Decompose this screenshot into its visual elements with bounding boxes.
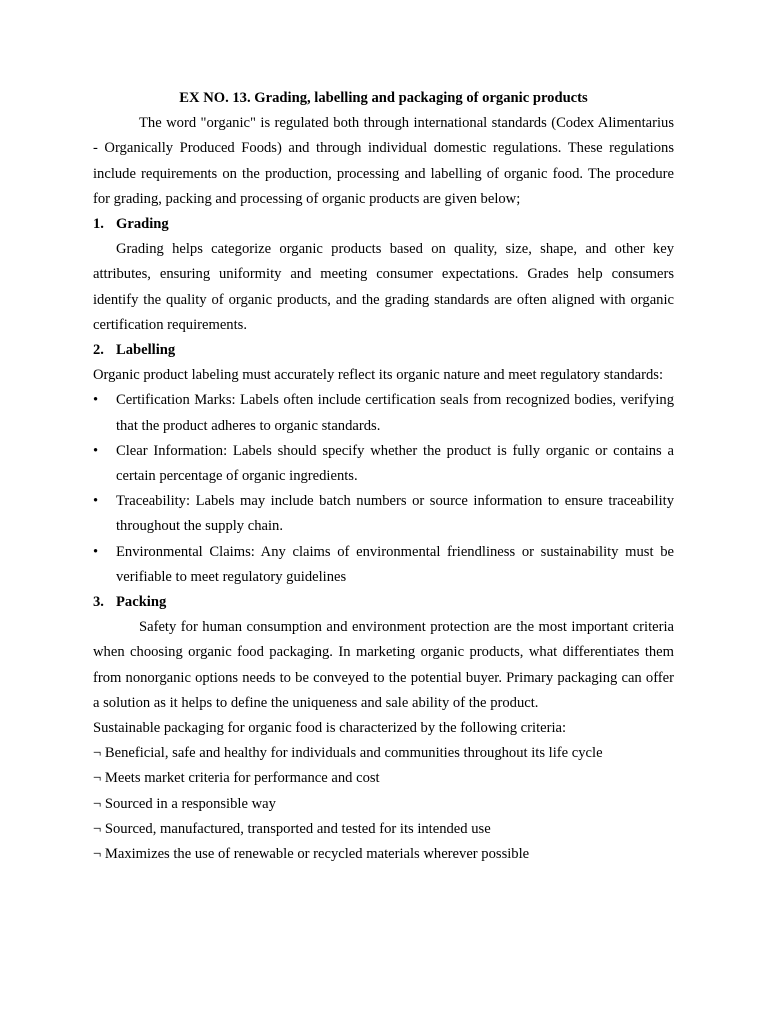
document-title: EX NO. 13. Grading, labelling and packaging of organic products [179, 90, 588, 106]
list-item: ¬ Sourced, manufactured, transported and tested for its intended use [93, 820, 491, 837]
bullet-icon: • [93, 493, 99, 510]
labelling-paragraph: Organic product labeling must accurately reflect its organic nature and meet regulatory standards: [93, 367, 664, 384]
criteria-intro: Sustainable packaging for organic food is characterized by the following criteria: [93, 720, 567, 737]
list-item-text: Clear Information: Labels should specify whether the product is fully organic or contains a certain percentage of organic ingredients. [116, 442, 674, 485]
list-item [93, 540, 674, 590]
list-item: ¬ Maximizes the use of renewable or recycled materials wherever possible [93, 846, 530, 863]
section-title: Labelling [116, 342, 176, 359]
section-heading-packing [93, 590, 674, 615]
list-item [93, 489, 674, 539]
section-title: Grading [116, 216, 169, 233]
bullet-icon: • [93, 392, 99, 409]
section-heading-labelling [93, 338, 674, 363]
intro-paragraph: The word "organic" is regulated both through international standards (Codex Alimentarius - Organically Produced Foods) and through individual domestic regulations. These regulations include requirements on the production, processing and labelling of organic food. The procedure for grading, packing and processing of organic products are given below; [93, 115, 674, 207]
list-item-text: Traceability: Labels may include batch numbers or source information to ensure traceability throughout the supply chain. [116, 493, 674, 535]
list-item [93, 439, 674, 489]
list-item-text: Certification Marks: Labels often include certification seals from recognized bodies, verifying that the product adheres to organic standards. [116, 392, 674, 434]
criteria-list [93, 741, 674, 867]
list-item-text: Environmental Claims: Any claims of environmental friendliness or sustainability must be verifiable to meet regulatory guidelines [116, 543, 674, 585]
bullet-icon: • [93, 543, 99, 560]
section-number: 3. [93, 594, 104, 611]
bullet-icon: • [93, 442, 99, 459]
list-item [93, 388, 674, 438]
list-item: ¬ Sourced in a responsible way [93, 795, 276, 812]
list-item: ¬ Meets market criteria for performance and cost [93, 770, 380, 787]
labelling-bullet-list [93, 388, 674, 590]
section-number: 2. [93, 342, 104, 359]
section-heading-grading [93, 212, 674, 237]
packing-paragraph: Safety for human consumption and environment protection are the most important criteria when choosing organic food packaging. In marketing organic products, what differentiates them from nonorganic options needs to be conveyed to the potential buyer. Primary packaging can offer a solution as it helps to define the uniqueness and sale ability of the product. [93, 619, 674, 711]
section-title: Packing [116, 594, 167, 611]
grading-paragraph: Grading helps categorize organic products based on quality, size, shape, and other key attributes, ensuring uniformity and meeting consumer expectations. Grades help consumers identify the quality of organic products, and the grading standards are often aligned with organic certification requirements. [93, 241, 674, 333]
list-item: ¬ Beneficial, safe and healthy for individuals and communities throughout its life cycle [93, 745, 603, 762]
section-number: 1. [93, 216, 104, 233]
